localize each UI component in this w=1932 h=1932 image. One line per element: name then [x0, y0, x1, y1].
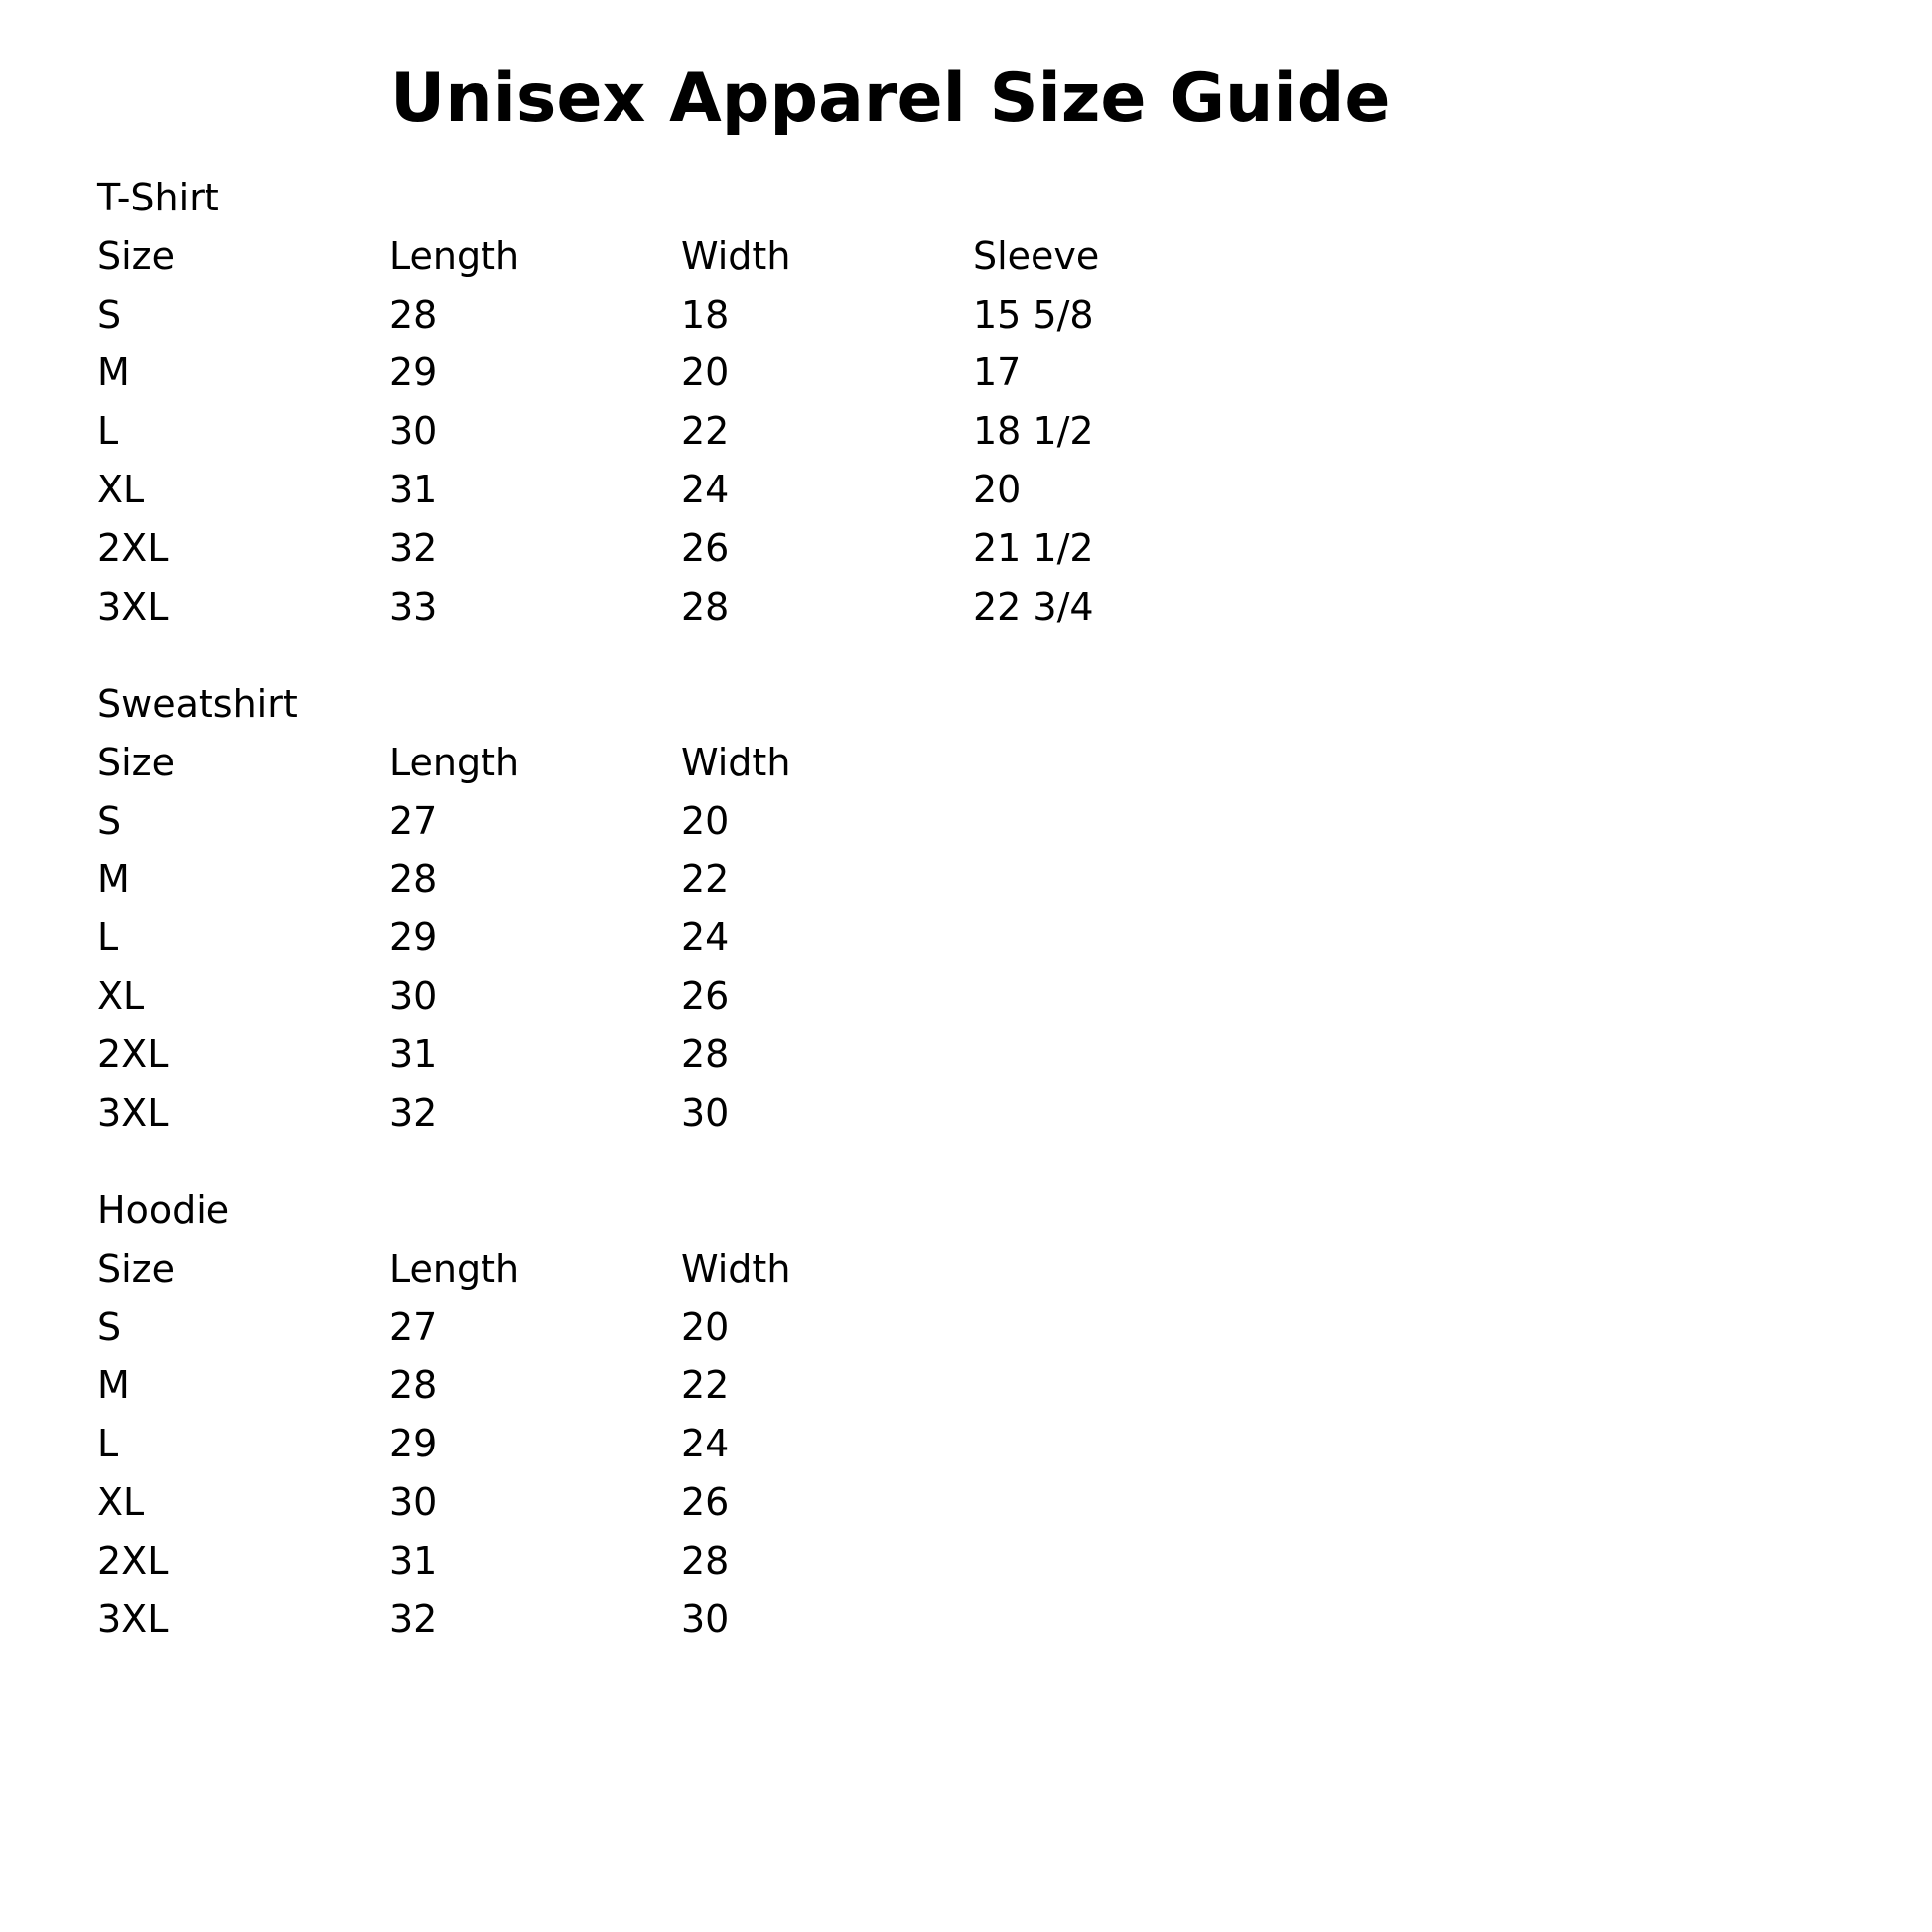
length-cell: 28 [389, 1363, 438, 1408]
length-cell: 31 [389, 1032, 438, 1076]
table-row [97, 519, 1265, 578]
column-header-length: Length [389, 740, 520, 784]
size-cell: XL [97, 467, 145, 511]
tshirt-section [97, 169, 1265, 635]
table-row [97, 1026, 973, 1084]
table-row [97, 1415, 973, 1473]
table-row [97, 1473, 973, 1532]
table-row [97, 578, 1265, 636]
section-title-sweatshirt: Sweatshirt [97, 682, 298, 726]
column-header-length: Length [389, 233, 520, 278]
column-header-length: Length [389, 1246, 520, 1291]
width-cell: 30 [681, 1596, 730, 1641]
width-cell: 20 [681, 1305, 730, 1349]
width-cell: 26 [681, 973, 730, 1018]
table-header-row [97, 1240, 973, 1299]
section-title-tshirt: T-Shirt [97, 176, 219, 219]
length-cell: 29 [389, 1422, 438, 1466]
length-cell: 31 [389, 1538, 438, 1583]
column-header-width: Width [681, 233, 791, 278]
length-cell: 30 [389, 1479, 438, 1524]
size-cell: M [97, 1363, 130, 1408]
table-row [97, 286, 1265, 345]
table-row [97, 1299, 973, 1357]
size-cell: M [97, 857, 130, 901]
width-cell: 30 [681, 1090, 730, 1135]
size-cell: 3XL [97, 584, 169, 628]
width-cell: 20 [681, 350, 730, 395]
size-cell: 2XL [97, 1538, 169, 1583]
hoodie-size-table [97, 1240, 973, 1649]
column-header-width: Width [681, 1246, 791, 1291]
column-header-width: Width [681, 740, 791, 784]
table-header-row [97, 227, 1265, 286]
width-cell: 20 [681, 798, 730, 843]
length-cell: 32 [389, 525, 438, 570]
size-cell: L [97, 409, 119, 454]
length-cell: 29 [389, 915, 438, 960]
length-cell: 28 [389, 292, 438, 337]
length-cell: 32 [389, 1596, 438, 1641]
table-row [97, 461, 1265, 519]
sleeve-cell: 21 1/2 [973, 525, 1094, 570]
width-cell: 24 [681, 1422, 730, 1466]
sleeve-cell: 15 5/8 [973, 292, 1094, 337]
length-cell: 32 [389, 1090, 438, 1135]
length-cell: 27 [389, 798, 438, 843]
width-cell: 22 [681, 857, 730, 901]
sleeve-cell: 20 [973, 467, 1022, 511]
size-cell: L [97, 1422, 119, 1466]
size-cell: 2XL [97, 1032, 169, 1076]
length-cell: 30 [389, 409, 438, 454]
sleeve-cell: 22 3/4 [973, 584, 1094, 628]
table-row [97, 344, 1265, 402]
sweatshirt-size-table [97, 734, 973, 1143]
length-cell: 27 [389, 1305, 438, 1349]
length-cell: 28 [389, 857, 438, 901]
column-header-sleeve: Sleeve [973, 233, 1100, 278]
table-row [97, 967, 973, 1026]
table-row [97, 792, 973, 851]
length-cell: 33 [389, 584, 438, 628]
length-cell: 31 [389, 467, 438, 511]
table-row [97, 1084, 973, 1143]
size-cell: XL [97, 1479, 145, 1524]
table-row [97, 908, 973, 967]
table-header-row [97, 734, 973, 792]
sleeve-cell: 18 1/2 [973, 409, 1094, 454]
page-title: Unisex Apparel Size Guide [390, 60, 1391, 138]
size-cell: S [97, 1305, 122, 1349]
width-cell: 28 [681, 584, 730, 628]
table-row [97, 402, 1265, 461]
size-cell: 2XL [97, 525, 169, 570]
size-cell: S [97, 798, 122, 843]
size-cell: XL [97, 973, 145, 1018]
section-title-hoodie: Hoodie [97, 1188, 230, 1232]
width-cell: 22 [681, 1363, 730, 1408]
width-cell: 24 [681, 915, 730, 960]
table-row [97, 1532, 973, 1590]
size-cell: S [97, 292, 122, 337]
table-row [97, 1356, 973, 1415]
sleeve-cell: 17 [973, 350, 1022, 395]
column-header-size: Size [97, 740, 176, 784]
width-cell: 26 [681, 1479, 730, 1524]
table-row [97, 1590, 973, 1649]
width-cell: 28 [681, 1032, 730, 1076]
width-cell: 24 [681, 467, 730, 511]
width-cell: 26 [681, 525, 730, 570]
column-header-size: Size [97, 233, 176, 278]
hoodie-section [97, 1181, 973, 1648]
length-cell: 29 [389, 350, 438, 395]
column-header-size: Size [97, 1246, 176, 1291]
size-cell: M [97, 350, 130, 395]
tshirt-size-table [97, 227, 1265, 636]
size-cell: 3XL [97, 1090, 169, 1135]
width-cell: 28 [681, 1538, 730, 1583]
size-cell: L [97, 915, 119, 960]
size-cell: 3XL [97, 1596, 169, 1641]
width-cell: 18 [681, 292, 730, 337]
width-cell: 22 [681, 409, 730, 454]
sweatshirt-section [97, 675, 973, 1142]
table-row [97, 850, 973, 908]
length-cell: 30 [389, 973, 438, 1018]
